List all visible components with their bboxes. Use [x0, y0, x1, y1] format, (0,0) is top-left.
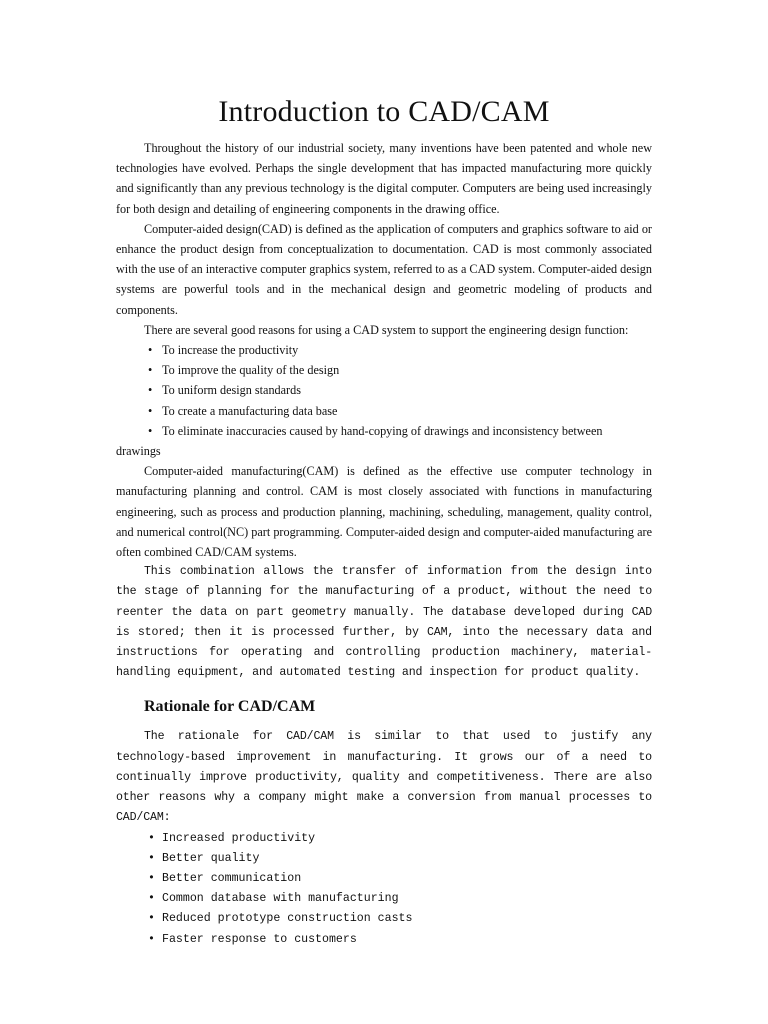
list-item-text: Better quality — [162, 851, 260, 865]
bullet-icon: • — [148, 403, 153, 418]
bullet-icon: • — [148, 343, 153, 358]
list-item-text: To create a manufacturing data base — [162, 403, 338, 418]
list-item — [148, 889, 652, 909]
list-item — [148, 401, 652, 421]
rationale-paragraph: The rationale for CAD/CAM is similar to that used to justify any technology-based improvement in manufacturing. It grows our of a need to continually improve productivity, quality and competitiveness. There are also other reasons why a company might make a conversion from manual processes to CAD/CAM: — [116, 730, 652, 825]
camcad-reasons-list — [116, 829, 652, 950]
cad-reasons-list — [116, 340, 652, 461]
bullet-icon: • — [148, 871, 155, 885]
list-item-text: To eliminate inaccuracies caused by hand-copying of drawings and inconsistency between — [162, 423, 603, 438]
cad-definition-paragraph: Computer-aided design(CAD) is defined as the application of computers and graphics software to aid or enhance the product design from conceptualization to documentation. CAD is most commonly associated with the use of an interactive computer graphics system, referred to as a CAD system. Computer-aided design systems are powerful tools and in the mechanical design and geometric modeling of products and components. — [116, 221, 652, 317]
list-item — [148, 360, 652, 380]
list-item — [116, 421, 652, 461]
list-item-text: Better communication — [162, 871, 302, 885]
list-item-text: Faster response to customers — [162, 932, 357, 946]
page-title: Introduction to CAD/CAM — [218, 95, 550, 128]
list-item — [148, 869, 652, 889]
list-item — [148, 849, 652, 869]
bullet-icon: • — [148, 932, 155, 946]
list-item-text: To improve the quality of the design — [162, 363, 340, 378]
list-item-text-continued: drawings — [116, 444, 161, 459]
cam-definition-paragraph: Computer-aided manufacturing(CAM) is defined as the effective use computer technology in manufacturing planning and control. CAM is most closely associated with functions in manufacturing engineering, such as process and production planning, machining, scheduling, management, quality control, and numerical control(NC) part programming. Computer-aided design and computer-aided manufacturing are often combined CAD/CAM systems. — [116, 464, 652, 560]
list-item-text: To increase the productivity — [162, 343, 299, 358]
list-item-text: To uniform design standards — [162, 383, 301, 398]
list-item-text: Increased productivity — [162, 831, 316, 845]
bullet-icon: • — [148, 851, 155, 865]
bullet-icon: • — [148, 831, 155, 845]
intro-paragraph: Throughout the history of our industrial society, many inventions have been patented and whole new technologies have evolved. Perhaps the single development that has impacted manufacturing more quickly and significantly than any previous technology is the digital computer. Computers are being used increasingly for both design and detailing of engineering components in the drawing office. — [116, 141, 652, 216]
bullet-icon: • — [148, 423, 153, 438]
bullet-icon: • — [148, 912, 155, 926]
list-item-text: Common database with manufacturing — [162, 892, 399, 906]
list-item — [148, 380, 652, 400]
list-item-text: Reduced prototype construction casts — [162, 912, 413, 926]
list-item — [148, 930, 652, 950]
section-heading: Rationale for CAD/CAM — [144, 698, 316, 716]
bullet-icon: • — [148, 383, 153, 398]
integration-paragraph: This combination allows the transfer of information from the design into the stage of planning for the manufacturing of a product, without the need to reenter the data on part geometry manually. The database developed during CAD is stored; then it is processed further, by CAM, into the necessary data and instructions for operating and controlling production machinery, material-handling equipment, and automated testing and inspection for product quality. — [116, 565, 652, 680]
bullet-icon: • — [148, 892, 155, 906]
list-item — [148, 340, 652, 360]
cad-reasons-intro: There are several good reasons for using a CAD system to support the engineering design function: — [144, 322, 629, 337]
list-item — [148, 909, 652, 929]
bullet-icon: • — [148, 363, 153, 378]
list-item — [148, 829, 652, 849]
